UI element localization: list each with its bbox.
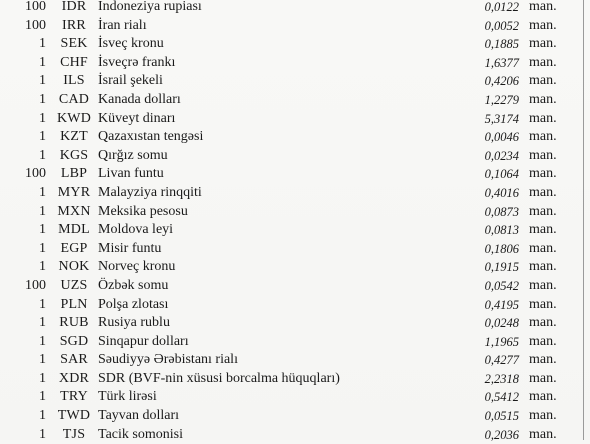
exchange-rate: 2,2318 [484, 371, 519, 386]
currency-name: İsveçrə frankı [98, 54, 176, 70]
table-row [0, 221, 583, 240]
currency-amount: 1 [39, 296, 46, 312]
currency-name: Misir funtu [98, 240, 162, 256]
currency-code: SGD [59, 333, 89, 349]
currency-code: RUB [59, 315, 89, 331]
currency-unit: man. [529, 315, 557, 331]
table-row [0, 128, 583, 147]
table-row [0, 314, 583, 333]
currency-amount: 1 [39, 110, 46, 126]
currency-amount: 100 [25, 277, 46, 293]
currency-unit: man. [529, 36, 557, 52]
currency-code: NOK [58, 259, 90, 275]
currency-amount: 1 [39, 389, 46, 405]
currency-code: TJS [62, 426, 86, 442]
currency-unit: man. [529, 17, 557, 33]
table-row [0, 296, 583, 315]
currency-code: CHF [60, 54, 88, 70]
currency-unit: man. [529, 166, 557, 182]
currency-code: KZT [60, 129, 88, 145]
currency-code: EGP [60, 240, 88, 256]
exchange-rate: 1,6377 [484, 55, 519, 70]
exchange-rate: 1,2279 [484, 92, 519, 107]
currency-unit: man. [529, 370, 557, 386]
table-row [0, 426, 583, 444]
table-row [0, 407, 583, 426]
currency-amount: 1 [39, 54, 46, 70]
currency-unit: man. [529, 184, 557, 200]
currency-unit: man. [529, 240, 557, 256]
table-row [0, 72, 583, 91]
currency-name: Livan funtu [98, 166, 164, 182]
exchange-rate: 0,2036 [484, 427, 519, 442]
currency-name: İran rialı [98, 17, 147, 33]
exchange-rate: 0,1915 [484, 260, 519, 275]
exchange-rate: 0,4277 [484, 353, 519, 368]
currency-name: Moldova leyi [98, 222, 174, 238]
currency-amount: 1 [39, 73, 46, 89]
currency-unit: man. [529, 129, 557, 145]
table-row [0, 147, 583, 166]
currency-amount: 1 [39, 91, 46, 107]
exchange-rate: 0,1806 [484, 241, 519, 256]
table-row [0, 184, 583, 203]
table-row [0, 277, 583, 296]
table-row [0, 0, 583, 17]
currency-amount: 1 [39, 222, 46, 238]
currency-amount: 1 [39, 240, 46, 256]
currency-code: MDL [58, 222, 90, 238]
currency-unit: man. [529, 389, 557, 405]
currency-name: Küveyt dinarı [98, 110, 176, 126]
currency-name: Malayziya rinqqiti [98, 184, 202, 200]
currency-code: ILS [63, 73, 85, 89]
exchange-rate: 0,0234 [484, 148, 519, 163]
currency-name: İsveç kronu [98, 36, 164, 52]
currency-amount: 1 [39, 370, 46, 386]
currency-amount: 100 [25, 166, 46, 182]
currency-code: MXN [57, 203, 91, 219]
table-row [0, 17, 583, 36]
currency-name: İndoneziya rupiası [98, 0, 202, 14]
currency-unit: man. [529, 426, 557, 442]
exchange-rate: 5,3174 [484, 111, 519, 126]
table-row [0, 91, 583, 110]
table-row [0, 370, 583, 389]
currency-amount: 1 [39, 352, 46, 368]
exchange-rate: 0,0515 [484, 409, 519, 424]
currency-name: Özbək somu [98, 277, 169, 293]
currency-amount: 1 [39, 129, 46, 145]
exchange-rate: 0,5412 [484, 390, 519, 405]
table-row [0, 54, 583, 73]
currency-name: İsrail şekeli [98, 73, 163, 89]
currency-unit: man. [529, 333, 557, 349]
currency-name: Rusiya rublu [98, 315, 170, 331]
exchange-rate: 1,1965 [484, 334, 519, 349]
table-row [0, 388, 583, 407]
currency-code: PLN [60, 296, 88, 312]
table-row [0, 258, 583, 277]
exchange-rate: 0,1885 [484, 37, 519, 52]
exchange-rate: 0,4206 [484, 74, 519, 89]
currency-unit: man. [529, 73, 557, 89]
currency-unit: man. [529, 203, 557, 219]
currency-name: Polşa zlotası [98, 296, 169, 312]
currency-amount: 100 [25, 17, 46, 33]
currency-code: MYR [57, 184, 91, 200]
currency-name: Meksika pesosu [98, 203, 188, 219]
table-right-border [583, 0, 584, 440]
exchange-rate: 0,0046 [484, 130, 519, 145]
currency-amount: 1 [39, 36, 46, 52]
currency-name: Səudiyyə Ərəbistanı rialı [98, 352, 238, 368]
currency-unit: man. [529, 91, 557, 107]
table-row [0, 203, 583, 222]
currency-name: Tayvan dolları [98, 408, 180, 424]
currency-amount: 1 [39, 259, 46, 275]
currency-amount: 1 [39, 333, 46, 349]
currency-code: SEK [60, 36, 88, 52]
currency-unit: man. [529, 0, 557, 14]
exchange-rate: 0,0813 [484, 223, 519, 238]
currency-code: XDR [58, 370, 90, 386]
currency-name: Sinqapur dolları [98, 333, 189, 349]
currency-name: Qazaxıstan tengəsi [98, 129, 204, 145]
table-row [0, 35, 583, 54]
table-row [0, 351, 583, 370]
currency-name: SDR (BVF-nin xüsusi borcalma hüquqları) [98, 370, 340, 386]
currency-name: Qırğız somu [98, 147, 168, 163]
currency-code: CAD [58, 91, 90, 107]
currency-amount: 1 [39, 408, 46, 424]
currency-code: TWD [57, 408, 91, 424]
currency-code: IDR [61, 0, 87, 14]
exchange-rate: 0,0122 [484, 0, 519, 14]
currency-name: Tacik somonisi [98, 426, 183, 442]
currency-unit: man. [529, 296, 557, 312]
currency-unit: man. [529, 110, 557, 126]
currency-unit: man. [529, 277, 557, 293]
exchange-rate: 0,0542 [484, 278, 519, 293]
currency-name: Norveç kronu [98, 259, 176, 275]
currency-amount: 1 [39, 147, 46, 163]
currency-code: KGS [59, 147, 89, 163]
exchange-rate: 0,4016 [484, 185, 519, 200]
currency-amount: 100 [25, 0, 46, 14]
exchange-rate: 0,4195 [484, 297, 519, 312]
currency-code: UZS [60, 277, 88, 293]
table-row [0, 165, 583, 184]
currency-unit: man. [529, 259, 557, 275]
currency-amount: 1 [39, 315, 46, 331]
currency-name: Kanada dolları [98, 91, 181, 107]
currency-code: IRR [62, 17, 86, 33]
currency-amount: 1 [39, 184, 46, 200]
currency-code: KWD [56, 110, 92, 126]
table-row [0, 240, 583, 259]
table-row [0, 110, 583, 129]
currency-amount: 1 [39, 203, 46, 219]
currency-amount: 1 [39, 426, 46, 442]
currency-unit: man. [529, 408, 557, 424]
currency-name: Türk lirəsi [98, 389, 157, 405]
table-row [0, 333, 583, 352]
currency-unit: man. [529, 352, 557, 368]
currency-unit: man. [529, 54, 557, 70]
exchange-rate: 0,1064 [484, 167, 519, 182]
exchange-rate: 0,0873 [484, 204, 519, 219]
currency-unit: man. [529, 147, 557, 163]
exchange-rate: 0,0052 [484, 18, 519, 33]
exchange-rate: 0,0248 [484, 316, 519, 331]
currency-unit: man. [529, 222, 557, 238]
currency-code: LBP [60, 166, 88, 182]
currency-code: SAR [60, 352, 88, 368]
currency-code: TRY [60, 389, 88, 405]
